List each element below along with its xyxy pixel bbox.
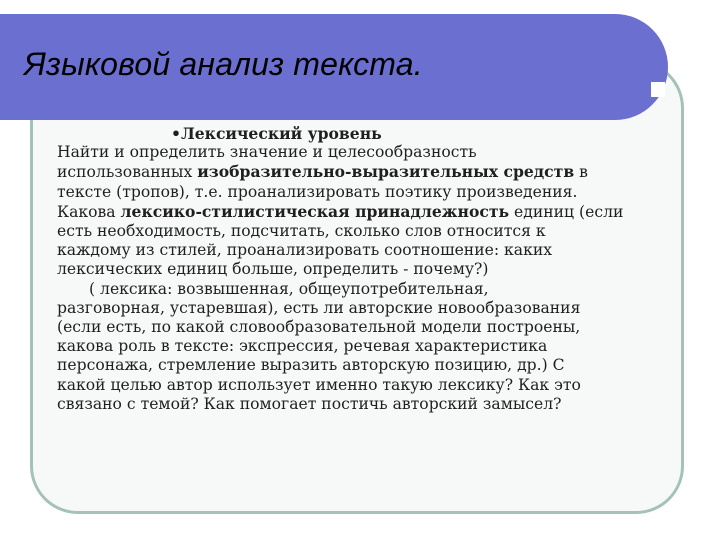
body-line: Какова лексико-стилистическая принадлежность единиц (если xyxy=(57,201,624,221)
body-line: использованных изобразительно-выразительных средств в xyxy=(57,162,588,182)
body-line: есть необходимость, подсчитать, сколько слов относится к xyxy=(57,222,546,241)
bold-term: лексико-стилистическая принадлежность xyxy=(120,201,510,221)
slide-body xyxy=(57,124,657,414)
body-line: каждому из стилей, проанализировать соотношение: каких xyxy=(57,241,553,260)
slide-title: Языковой анализ текста. xyxy=(24,46,423,82)
body-line: лексических единиц больше, определить - почему?) xyxy=(57,260,489,279)
body-line: (если есть, по какой словообразовательной модели построены, xyxy=(57,318,581,337)
section-heading: •Лексический уровень xyxy=(171,124,382,143)
body-line: связано с темой? Как помогает постичь авторский замысел? xyxy=(57,394,562,413)
accent-square xyxy=(651,82,665,97)
bold-term: изобразительно-выразительных средств xyxy=(197,162,575,182)
body-line: Найти и определить значение и целесообразность xyxy=(57,143,477,162)
body-line: тексте (тропов), т.е. проанализировать поэтику произведения. xyxy=(57,182,578,201)
body-line: какова роль в тексте: экспрессия, речевая характеристика xyxy=(57,337,548,356)
body-line: персонажа, стремление выразить авторскую позицию, др.) С xyxy=(57,356,565,375)
body-line: ( лексика: возвышенная, общеупотребительная, xyxy=(89,279,489,298)
body-line: какой целью автор использует именно такую лексику? Как это xyxy=(57,375,581,394)
body-line: разговорная, устаревшая), есть ли авторские новообразования xyxy=(57,298,581,317)
